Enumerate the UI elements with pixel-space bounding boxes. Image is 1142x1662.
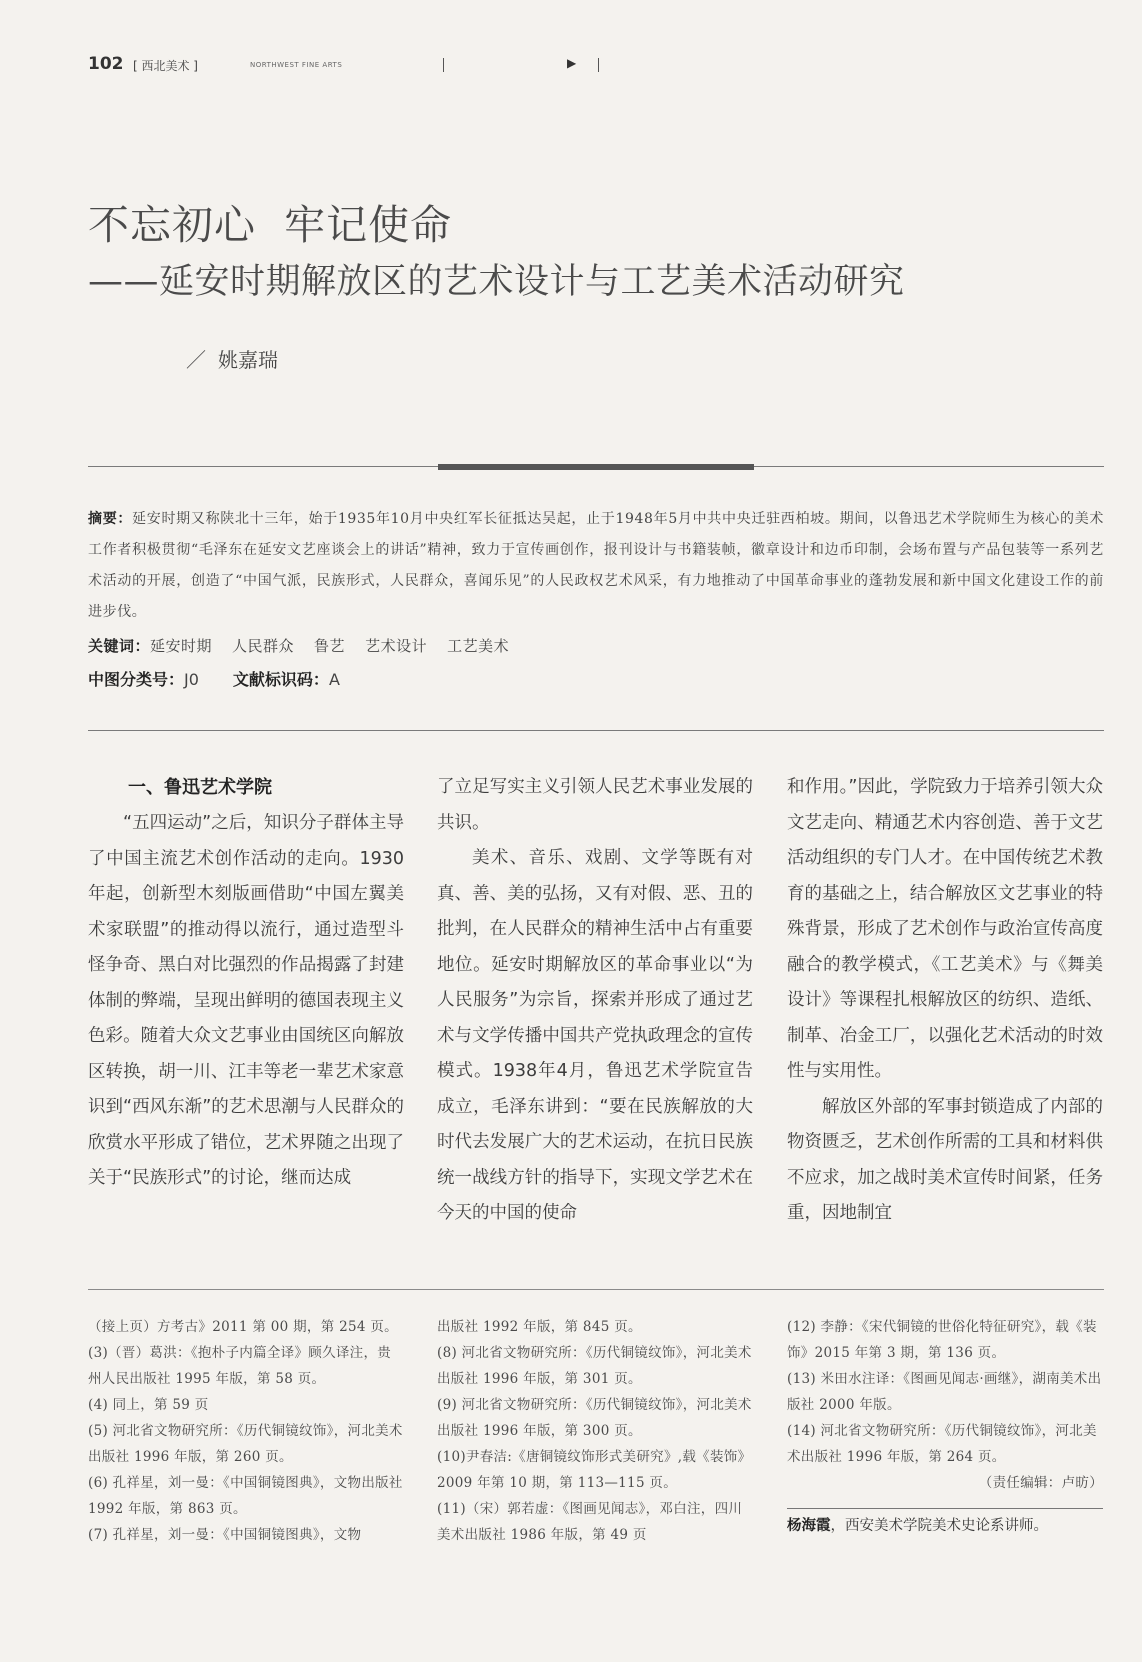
bio-name: 杨海霞 [787, 1518, 831, 1534]
footnote: (13) 米田水注译：《图画见闻志·画继》，湖南美术出版社 2000 年版。 [787, 1371, 1102, 1413]
paragraph: 解放区外部的军事封锁造成了内部的物资匮乏，艺术创作所需的工具和材料供不应求，加之战时美术宣传时间紧，任务重，因地制宜 [787, 1096, 1103, 1223]
footnote: (4) 同上，第 59 页 [88, 1397, 209, 1413]
header-divider [598, 58, 599, 72]
article-author: 姚嘉瑞 [218, 348, 278, 372]
abstract [88, 504, 1104, 628]
footnote: (9) 河北省文物研究所：《历代铜镜纹饰》，河北美术出版社 1996 年版，第 300 页。 [437, 1397, 752, 1439]
clc-value: J0 [184, 670, 199, 689]
body-column-2 [437, 770, 753, 1232]
page-number: 102 [88, 54, 124, 74]
author-bio [787, 1512, 1103, 1540]
paragraph: 了立足写实主义引领人民艺术事业发展的共识。 [437, 777, 753, 833]
article-title: 不忘初心 牢记使命 [88, 201, 453, 249]
keyword: 人民群众 [232, 637, 295, 655]
bio-desc: ，西安美术学院美术史论系讲师。 [830, 1518, 1048, 1534]
keyword: 鲁艺 [314, 637, 346, 655]
keyword: 延安时期 [150, 637, 213, 655]
footnote: (12) 李静：《宋代铜镜的世俗化特征研究》，载《装饰》2015 年第 3 期，第 136 页。 [787, 1319, 1097, 1361]
keywords [88, 631, 529, 662]
footnotes-column-3 [787, 1314, 1103, 1496]
doc-code-value: A [328, 670, 340, 689]
footnote: 出版社 1992 年版，第 845 页。 [437, 1319, 642, 1335]
footnote: (5) 河北省文物研究所：《历代铜镜纹饰》，河北美术出版社 1996 年版，第 260 页。 [88, 1423, 403, 1465]
classification [88, 664, 340, 695]
footnote: (6) 孔祥星，刘一曼：《中国铜镜图典》，文物出版社 1992 年版，第 863 页。 [88, 1475, 403, 1517]
paragraph: 美术、音乐、戏剧、文学等既有对真、善、美的弘扬，又有对假、恶、丑的批判，在人民群众的精神生活中占有重要地位。延安时期解放区的革命事业以“为人民服务”为宗旨，探索并形成了通过艺术与文学传播中国共产党执政理念的宣传模式。1938年4月，鲁迅艺术学院宣告成立，毛泽东讲到：“要在民族解放的大时代去发展广大的艺术运动，在抗日民族统一战线方针的指导下，实现文学艺术在今天的中国的使命 [437, 848, 753, 1223]
bio-rule [787, 1508, 1103, 1509]
header-divider [443, 58, 444, 72]
magazine-name: [ 西北美术 ] [133, 59, 198, 73]
footnote: (7) 孔祥星，刘一曼：《中国铜镜图典》，文物 [88, 1527, 362, 1543]
footnote: (14) 河北省文物研究所：《历代铜镜纹饰》，河北美术出版社 1996 年版，第 264 页。 [787, 1423, 1097, 1465]
footnote: (3)（晋）葛洪：《抱朴子内篇全译》顾久译注，贵州人民出版社 1995 年版，第 58 页。 [88, 1345, 392, 1387]
paragraph: 和作用。”因此，学院致力于培养引领大众文艺走向、精通艺术内容创造、善于文艺活动组织的专门人才。在中国传统艺术教育的基础之上，结合解放区文艺事业的特殊背景，形成了艺术创作与政治宣传高度融合的教学模式，《工艺美术》与《舞美设计》等课程扎根解放区的纺织、造纸、制革、冶金工厂，以强化艺术活动的时效性与实用性。 [787, 777, 1103, 1081]
footnote-rule [88, 1289, 1104, 1290]
section-heading: 一、鲁迅艺术学院 [128, 777, 272, 798]
body-column-3 [787, 770, 1103, 1232]
footnote: (10)尹春洁:《唐铜镜纹饰形式美研究》,载《装饰》2009 年第 10 期，第 113—115 页。 [437, 1449, 752, 1491]
footnote: (8) 河北省文物研究所：《历代铜镜纹饰》，河北美术出版社 1996 年版，第 301 页。 [437, 1345, 752, 1387]
abstract-text: 延安时期又称陕北十三年，始于1935年10月中央红军长征抵达吴起，止于1948年5月中共中央迁驻西柏坡。期间，以鲁迅艺术学院师生为核心的美术工作者积极贯彻“毛泽东在延安文艺座谈会上的讲话”精神，致力于宣传画创作，报刊设计与书籍装帧，徽章设计和边币印制，会场布置与产品包装等一系列艺术活动的开展，创造了“中国气派，民族形式，人民群众，喜闻乐见”的人民政权艺术风采，有力地推动了中国革命事业的蓬勃发展和新中国文化建设工作的前进步伐。 [88, 511, 1104, 620]
editor-note: （责任编辑：卢昉） [978, 1475, 1103, 1491]
footnotes-column-2 [437, 1314, 753, 1548]
arrow-right-icon: ▶ [567, 56, 577, 70]
body-column-1 [88, 770, 404, 1197]
divider-rule [88, 730, 1104, 731]
clc-label: 中图分类号： [88, 670, 185, 689]
author-slash: ／ [186, 348, 206, 372]
keyword: 艺术设计 [365, 637, 428, 655]
footnote: (11)（宋）郭若虚：《图画见闻志》，邓白注，四川美术出版社 1986 年版，第 49 页 [437, 1501, 743, 1543]
paragraph: “五四运动”之后，知识分子群体主导了中国主流艺术创作活动的走向。1930年起，创新型木刻版画借助“中国左翼美术家联盟”的推动得以流行，通过造型斗怪争奇、黑白对比强烈的作品揭露了封建体制的弊端，呈现出鲜明的德国表现主义色彩。随着大众文艺事业由国统区向解放区转换，胡一川、江丰等老一辈艺术家意识到“西风东渐”的艺术思潮与人民群众的欣赏水平形成了错位，艺术界随之出现了关于“民族形式”的讨论，继而达成 [88, 813, 404, 1188]
article-subtitle: ——延安时期解放区的艺术设计与工艺美术活动研究 [88, 262, 905, 302]
doc-code-label: 文献标识码： [232, 670, 329, 689]
keywords-label: 关键词： [88, 637, 151, 655]
footnote: （接上页）方考古》2011 第 00 期，第 254 页。 [88, 1319, 398, 1335]
divider-accent [438, 464, 754, 470]
magazine-name-en: NORTHWEST FINE ARTS [250, 61, 343, 69]
footnotes-column-1 [88, 1314, 404, 1548]
abstract-label: 摘要： [88, 511, 133, 527]
keyword: 工艺美术 [447, 637, 510, 655]
